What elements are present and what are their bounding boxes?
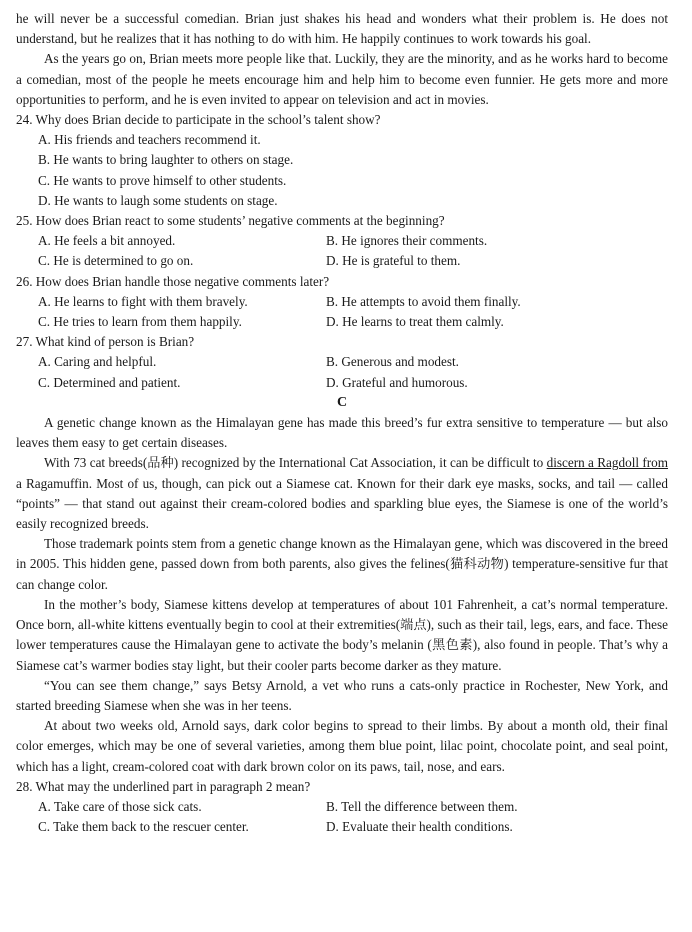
exam-page — [16, 9, 668, 837]
question-26 — [16, 272, 668, 333]
option: B. Generous and modest. — [326, 354, 459, 370]
option: B. He attempts to avoid them finally. — [326, 293, 521, 309]
option: B. He wants to bring laughter to others on stage. — [38, 152, 294, 168]
question-stem: 26. How does Brian handle those negative comments later? — [16, 273, 330, 289]
paragraph: “You can see them change,” says Betsy Arnold, a vet who runs a cats-only practice in Rochester, New York, and started breeding Siamese when she was in her teens. — [16, 677, 668, 713]
option: C. Determined and patient. — [38, 374, 181, 390]
option: A. Caring and helpful. — [38, 354, 157, 370]
text-run: With 73 cat breeds(品种) recognized by the International Cat Association, it can be difficult to — [44, 455, 547, 471]
option: A. He learns to fight with them bravely. — [38, 293, 248, 309]
option: D. Grateful and humorous. — [326, 374, 468, 390]
question-stem: 27. What kind of person is Brian? — [16, 334, 195, 350]
option: A. His friends and teachers recommend it. — [38, 132, 261, 148]
paragraph: As the years go on, Brian meets more people like that. Luckily, they are the minority, and as he works hard to become a comedian, most of the people he meets encourage him and help him to become even funnier. He gets more and more opportunities to perform, and he is even invited to appear on television and act in movies. — [16, 51, 668, 107]
paragraph: At about two weeks old, Arnold says, dark color begins to spread to their limbs. By about a month old, their final color emerges, which may be one of several varieties, among them blue point, lilac point, chocolate point, and seal point, which has a light, cream-colored coat with dark brown color on its paws, tail, nose, and ears. — [16, 718, 668, 774]
question-stem: 25. How does Brian react to some students’ negative comments at the beginning? — [16, 213, 445, 229]
question-27 — [16, 332, 668, 393]
question-28 — [16, 777, 668, 838]
option: D. He learns to treat them calmly. — [326, 314, 504, 330]
question-24 — [16, 110, 668, 211]
option: A. He feels a bit annoyed. — [38, 233, 176, 249]
option: D. He wants to laugh some students on stage. — [38, 192, 278, 208]
text-run: a Ragamuffin. Most of us, though, can pick out a Siamese cat. Known for their dark eye masks, socks, and tail — called “points” — that stand out against their cream-colored bodies and sparkling blue eyes, the Siamese is one of the world’s easily recognized breeds. — [16, 475, 668, 532]
paragraph: A genetic change known as the Himalayan gene has made this breed’s fur extra sensitive to temperature — but also leaves them easy to get certain diseases. — [16, 415, 668, 451]
option: C. He tries to learn from them happily. — [38, 314, 242, 330]
option: A. Take care of those sick cats. — [38, 798, 202, 814]
section-heading: C — [336, 394, 348, 410]
paragraph: In the mother’s body, Siamese kittens develop at temperatures of about 101 Fahrenheit, a cat’s normal temperature. Once born, all-white kittens eventually begin to cool at their extremities(端点), such as their tail, legs, ears, and face. These lower temperatures cause the Himalayan gene to activate the body’s melanin (黑色素), also found in people. That’s why a Siamese cat’s warmer bodies stay light, but their cooler parts become darker as they mature. — [16, 596, 668, 673]
option: C. Take them back to the rescuer center. — [38, 819, 249, 835]
option: B. He ignores their comments. — [326, 233, 488, 249]
option: D. Evaluate their health conditions. — [326, 819, 513, 835]
underlined-phrase: discern a Ragdoll from — [546, 455, 669, 471]
paragraph-with-underline — [16, 453, 668, 534]
question-stem: 28. What may the underlined part in paragraph 2 mean? — [16, 778, 311, 794]
question-25 — [16, 211, 668, 272]
option: C. He is determined to go on. — [38, 253, 194, 269]
paragraph: Those trademark points stem from a genetic change known as the Himalayan gene, which was discovered in the breed in 2005. This hidden gene, passed down from both parents, also gives the felines(猫科动物) temperature-sensitive fur that can change color. — [16, 536, 668, 592]
option: B. Tell the difference between them. — [326, 798, 518, 814]
paragraph: he will never be a successful comedian. Brian just shakes his head and wonders what their problem is. He does not understand, but he realizes that it has nothing to do with him. He happily continues to work towards his goal. — [16, 11, 668, 47]
question-stem: 24. Why does Brian decide to participate in the school’s talent show? — [16, 112, 381, 128]
option: D. He is grateful to them. — [326, 253, 461, 269]
option: C. He wants to prove himself to other students. — [38, 172, 287, 188]
